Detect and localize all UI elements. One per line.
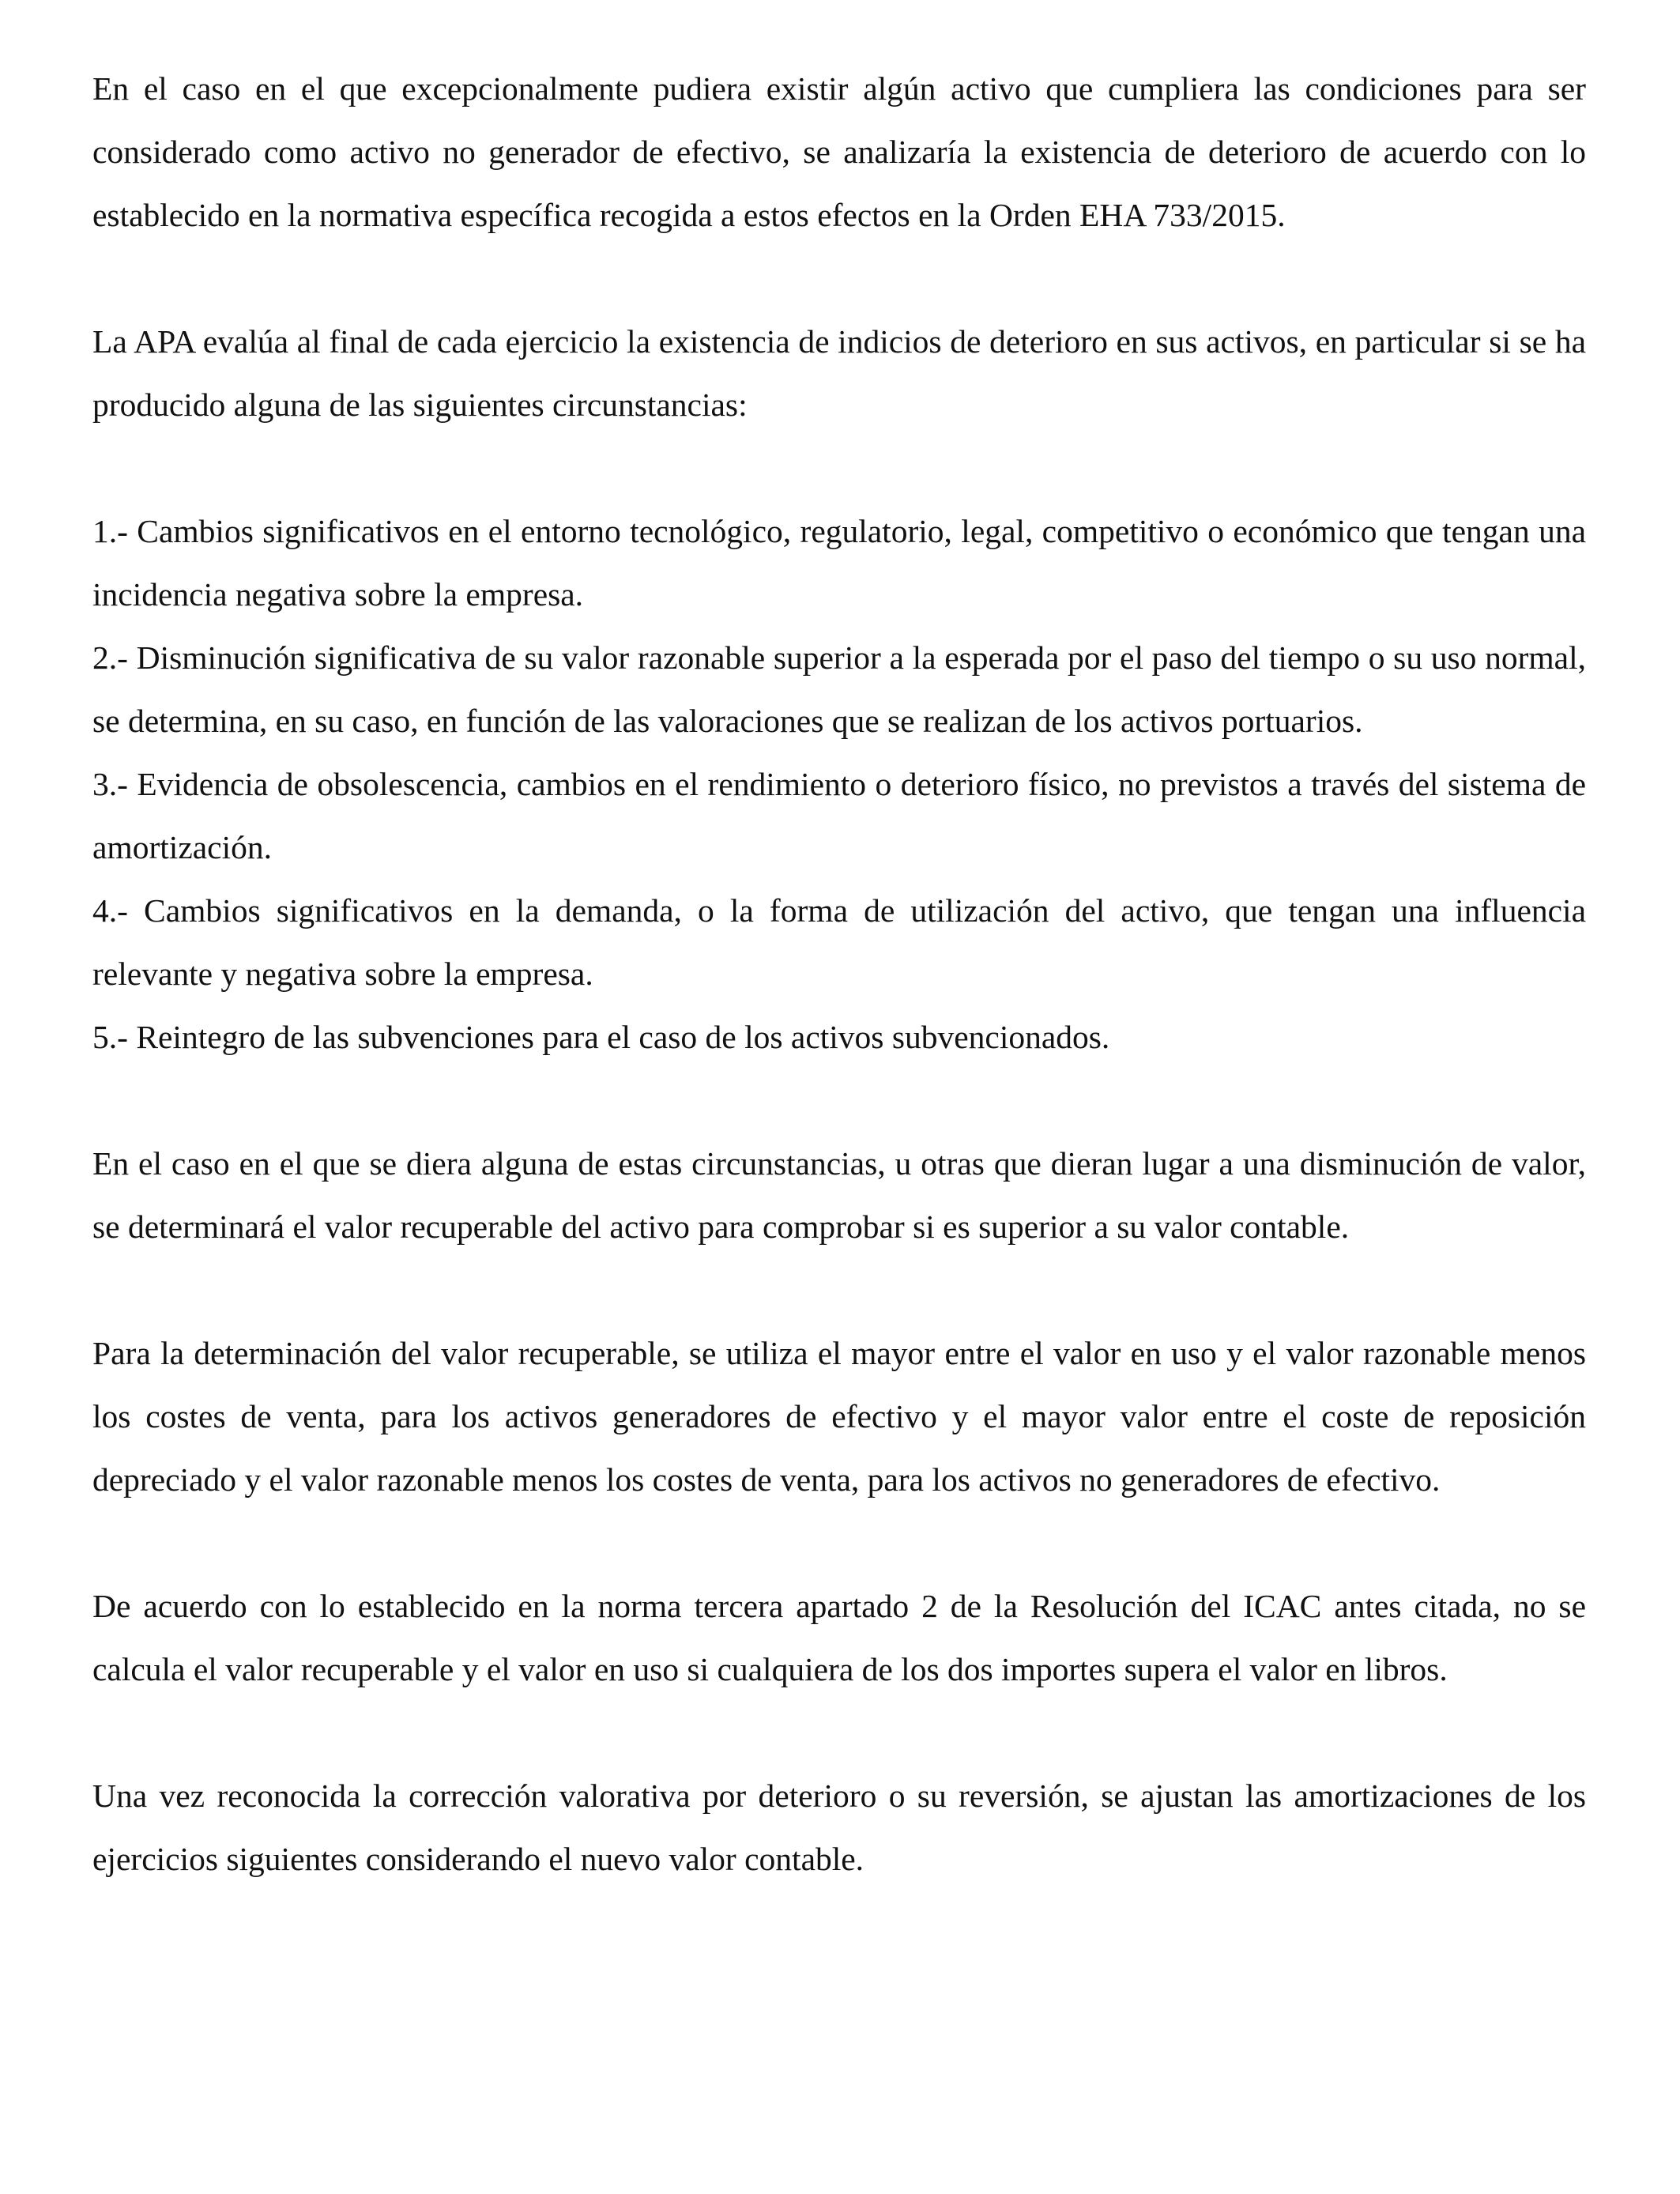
- paragraph-recoverable-value-determination: Para la determinación del valor recuperable, se utiliza el mayor entre el valor en uso y el valor razonable menos los costes de venta, para los activos generadores de efectivo y el mayor valor entre el coste de reposición depreciado y el valor razonable menos los costes de venta, para los activos no generadores de efectivo.: [92, 1335, 1586, 1498]
- list-item-3: 3.- Evidencia de obsolescencia, cambios en el rendimiento o deterioro físico, no previstos a través del sistema de amortización.: [92, 766, 1586, 865]
- paragraph-non-cash-generating-assets: En el caso en el que excepcionalmente pudiera existir algún activo que cumpliera las condiciones para ser considerado como activo no generador de efectivo, se analizaría la existencia de deterioro de acuerdo con lo establecido en la normativa específica recogida a estos efectos en la Orden EHA 733/2015.: [92, 70, 1586, 233]
- paragraph-spacer: [92, 1511, 1586, 1574]
- paragraph-spacer: [92, 1069, 1586, 1132]
- list-item-1: 1.- Cambios significativos en el entorno tecnológico, regulatorio, legal, competitivo o económico que tengan una incidencia negativa sobre la empresa.: [92, 513, 1586, 613]
- list-item-5: 5.- Reintegro de las subvenciones para el caso de los activos subvencionados.: [92, 1019, 1110, 1055]
- paragraph-recoverable-value-check: En el caso en el que se diera alguna de estas circunstancias, u otras que dieran lugar a una disminución de valor, se determinará el valor recuperable del activo para comprobar si es superior a su valor contable.: [92, 1145, 1586, 1245]
- paragraph-icac-resolution: De acuerdo con lo establecido en la norma tercera apartado 2 de la Resolución del ICAC antes citada, no se calcula el valor recuperable y el valor en uso si cualquiera de los dos importes supera el valor en libros.: [92, 1588, 1586, 1687]
- paragraph-impairment-indicators-intro: La APA evalúa al final de cada ejercicio la existencia de indicios de deterioro en sus activos, en particular si se ha producido alguna de las siguientes circunstancias:: [92, 323, 1586, 423]
- list-item-2: 2.- Disminución significativa de su valor razonable superior a la esperada por el paso del tiempo o su uso normal, se determina, en su caso, en función de las valoraciones que se realizan de los activos portuarios.: [92, 639, 1586, 739]
- document-page: [92, 57, 1586, 1891]
- paragraph-spacer: [92, 436, 1586, 499]
- paragraph-spacer: [92, 247, 1586, 310]
- paragraph-spacer: [92, 1701, 1586, 1764]
- paragraph-amortization-adjustment: Una vez reconocida la corrección valorativa por deterioro o su reversión, se ajustan las amortizaciones de los ejercicios siguientes considerando el nuevo valor contable.: [92, 1777, 1586, 1877]
- paragraph-spacer: [92, 1258, 1586, 1321]
- list-item-4: 4.- Cambios significativos en la demanda, o la forma de utilización del activo, que tengan una influencia relevante y negativa sobre la empresa.: [92, 892, 1586, 992]
